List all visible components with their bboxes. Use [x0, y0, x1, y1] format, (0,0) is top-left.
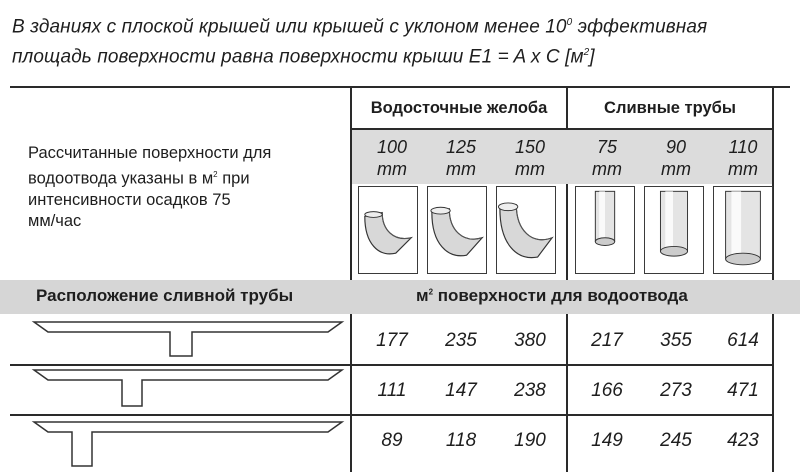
value-cell: 614 — [727, 330, 759, 351]
value-cell: 111 — [377, 380, 407, 401]
page-title: В зданиях с плоской крышей или крышей с уклоном менее $10^0$ эффективная площадь поверхности равна поверхности крыши E1 = A x C $[м^2]$ — [12, 16, 708, 68]
value-cell: 471 — [727, 380, 759, 401]
value-cell: 190 — [514, 430, 546, 451]
value-cell: 380 — [514, 330, 546, 351]
gutters-header: Водосточные желоба — [370, 99, 548, 117]
row-divider-middle — [566, 314, 568, 472]
value-cell: 89 — [381, 430, 403, 451]
size-label: 75 mm — [592, 137, 622, 179]
description: Рассчитанные поверхности для водоотвода указаны в $м^2$ при интенсивности осадков 75 мм/час — [28, 144, 272, 230]
size-label: 150 mm — [514, 137, 546, 179]
value-cell: 166 — [591, 380, 623, 401]
area-header: $м^2$ поверхности для водоотвода — [416, 286, 688, 305]
placement-header: Расположение сливной трубы — [36, 286, 294, 305]
size-label: 110 mm — [728, 137, 758, 179]
size-label: 125 mm — [445, 137, 477, 179]
downpipe-offset-diagram — [8, 366, 348, 418]
downpipe-end-diagram — [8, 418, 348, 470]
pipe-75-icon — [575, 186, 635, 274]
value-cell: 238 — [514, 380, 546, 401]
row-divider-left — [350, 314, 352, 472]
value-cell: 245 — [660, 430, 692, 451]
table-top-border — [10, 86, 790, 88]
value-cell: 273 — [660, 380, 692, 401]
size-label: 100 mm — [376, 137, 408, 179]
gutter-125-icon — [427, 186, 487, 274]
value-cell: 149 — [591, 430, 623, 451]
value-cell: 217 — [591, 330, 623, 351]
value-cell: 118 — [445, 430, 477, 451]
downpipes-header: Сливные трубы — [604, 99, 736, 117]
value-cell: 423 — [727, 430, 759, 451]
gutter-100-icon — [358, 186, 418, 274]
value-cell: 177 — [376, 330, 408, 351]
downpipe-center-diagram — [8, 318, 348, 370]
value-cell: 355 — [660, 330, 692, 351]
value-cell: 147 — [445, 380, 477, 401]
size-label: 90 mm — [661, 137, 691, 179]
value-cell: 235 — [445, 330, 477, 351]
gutter-150-icon — [496, 186, 556, 274]
pipe-110-icon — [713, 186, 773, 274]
pipe-90-icon — [644, 186, 704, 274]
